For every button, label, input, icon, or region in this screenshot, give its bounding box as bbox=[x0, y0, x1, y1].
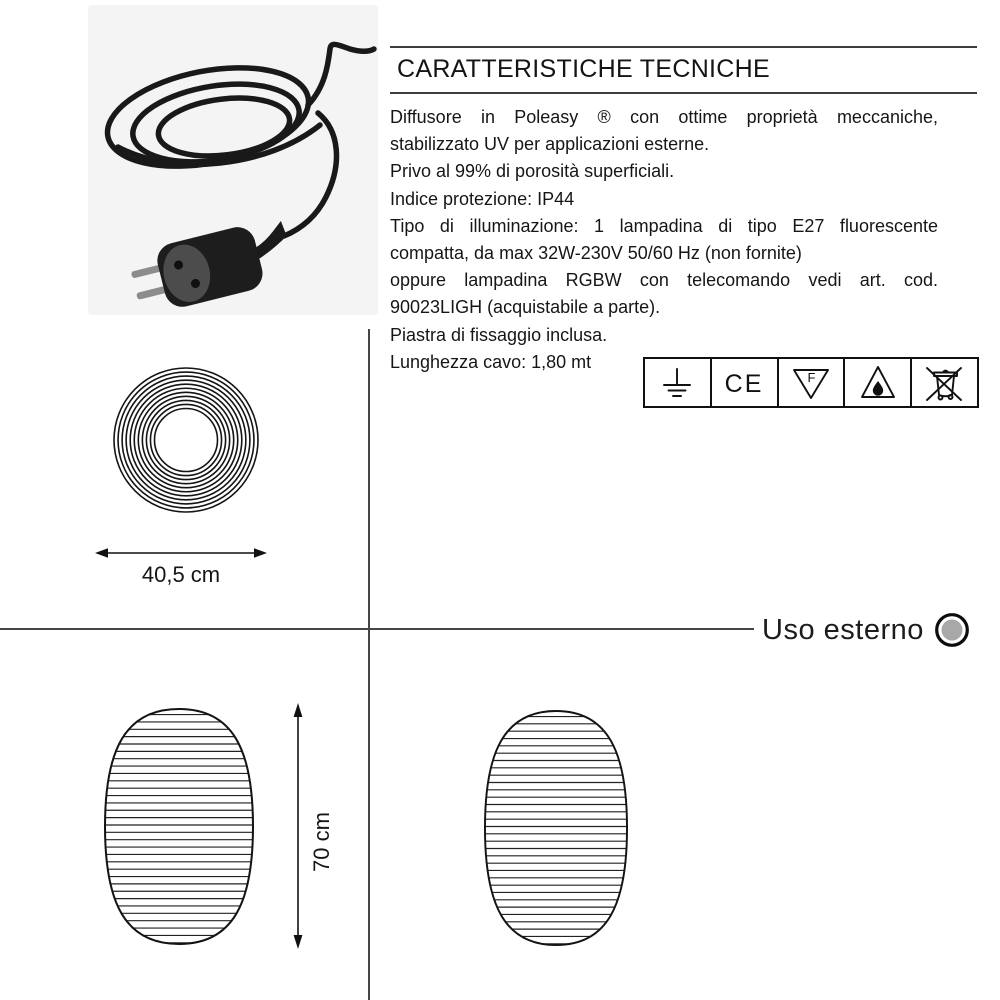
spec-line: Privo al 99% di porosità superficiali. bbox=[390, 161, 675, 182]
cert-cell bbox=[645, 359, 710, 406]
cert-cell bbox=[843, 359, 910, 406]
cert-cell bbox=[910, 359, 977, 406]
vertical-divider bbox=[368, 329, 370, 1000]
diameter-dimension-arrow bbox=[94, 543, 268, 563]
cert-cell bbox=[710, 359, 777, 406]
cert-cell bbox=[777, 359, 844, 406]
usage-badge bbox=[762, 609, 971, 651]
spec-line: Tipo di illuminazione: 1 lampadina di tipo E27 fluorescente bbox=[390, 215, 938, 236]
spec-line: Indice protezione: IP44 bbox=[390, 188, 575, 209]
flammable-surface-f-icon bbox=[788, 363, 834, 403]
lamp-front-view-left bbox=[104, 708, 254, 945]
height-dimension-label: 70 cm bbox=[309, 812, 334, 872]
spec-line: 90023LIGH (acquistabile a parte). bbox=[390, 297, 661, 318]
spec-line: Lunghezza cavo: 1,80 mt bbox=[390, 351, 592, 372]
spec-line: Piastra di fissaggio inclusa. bbox=[390, 324, 608, 345]
weee-crossed-bin-icon bbox=[922, 363, 968, 403]
lamp-stripes bbox=[104, 715, 254, 943]
diameter-dimension-label: 40,5 cm bbox=[141, 562, 221, 587]
ce-mark-label: CE bbox=[724, 369, 764, 398]
page-title: CARATTERISTICHE TECNICHE bbox=[397, 55, 770, 83]
certification-icons-strip bbox=[643, 357, 979, 408]
height-dimension-arrow bbox=[287, 702, 309, 950]
title-rule-top bbox=[390, 46, 977, 48]
lamp-stripes bbox=[484, 717, 628, 944]
usage-label: Uso esterno bbox=[762, 613, 924, 646]
technical-description bbox=[390, 104, 938, 376]
cable-plug-illustration bbox=[88, 5, 378, 315]
title-rule-bottom bbox=[390, 92, 977, 94]
horizontal-divider bbox=[0, 628, 754, 630]
water-drop-triangle-icon bbox=[855, 363, 901, 403]
spec-line: compatta, da max 32W-230V 50/60 Hz (non fornite) bbox=[390, 242, 802, 263]
spec-line: Diffusore in Poleasy ® con ottime proprietà meccaniche, bbox=[390, 107, 938, 127]
ce-mark-icon bbox=[718, 363, 770, 403]
lamp-front-view-right bbox=[484, 710, 628, 946]
f-symbol-label: F bbox=[807, 369, 816, 385]
concentric-rings bbox=[114, 368, 258, 512]
power-cable-photo bbox=[88, 5, 378, 315]
spec-line: stabilizzato UV per applicazioni esterne. bbox=[390, 134, 710, 155]
earth-ground-icon bbox=[654, 363, 700, 403]
outdoor-use-icon bbox=[933, 611, 971, 649]
spec-line: oppure lampadina RGBW con telecomando vedi art. cod. bbox=[390, 270, 938, 291]
lamp-top-view-drawing bbox=[112, 366, 260, 514]
